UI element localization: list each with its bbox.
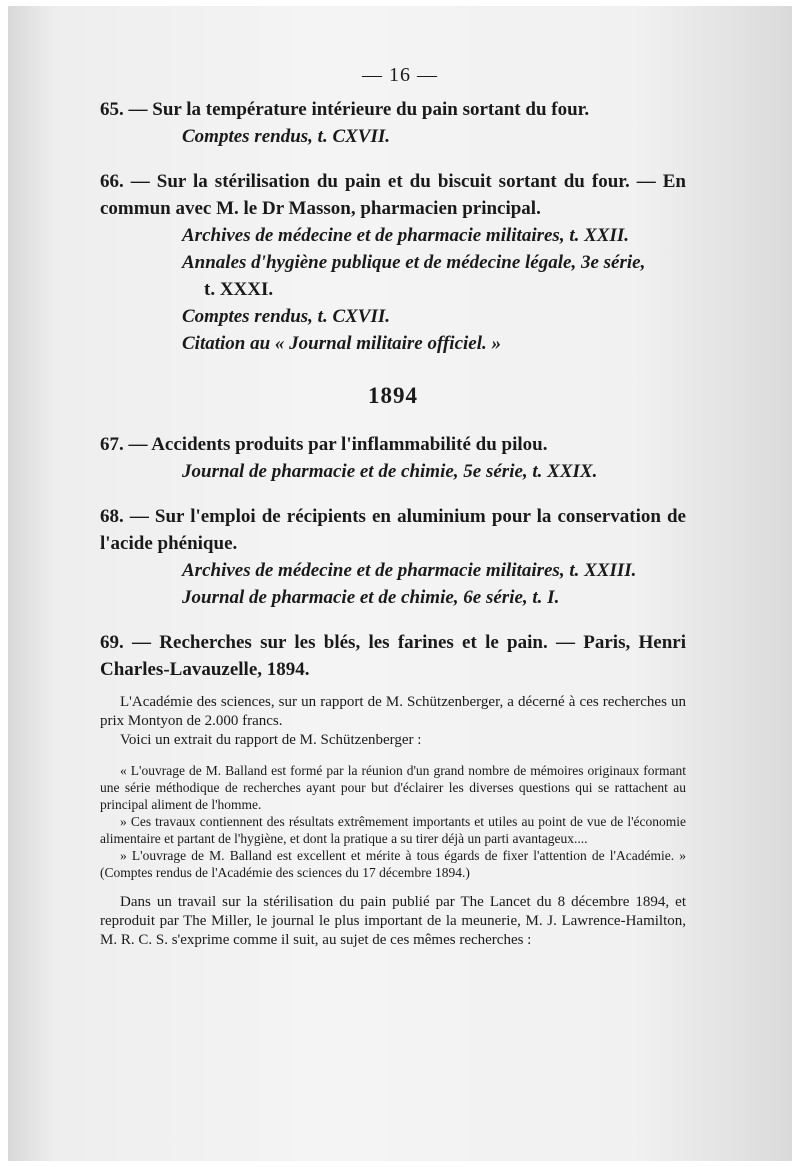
- entry-reference: Annales d'hygiène publique et de médecine légale, 3e série,: [182, 252, 646, 273]
- entry-title: — Sur la stérilisation du pain et du biscuit sortant du four. — En commun avec M. le Dr Masson, pharmacien principal.: [100, 171, 686, 219]
- quote-paragraph: » Ces travaux contiennent des résultats extrêmement importants et utiles au point de vue de l'économie alimentaire et partant de l'hygiène, et dont la pratique a su tirer déjà un parti avantageux....: [100, 814, 686, 846]
- entry-reference: Journal de pharmacie et de chimie, 5e série, t. XXIX.: [182, 461, 598, 482]
- entry-number: 66.: [100, 171, 124, 192]
- entry-reference: Archives de médecine et de pharmacie militaires, t. XXII.: [182, 225, 629, 246]
- year-heading: 1894: [368, 383, 418, 408]
- entry-number: 68.: [100, 506, 124, 527]
- quote-paragraph: » L'ouvrage de M. Balland est excellent et mérite à tous égards de fixer l'attention de l'Académie. » (Comptes rendus de l'Académie des sciences du 17 décembre 1894.): [100, 848, 686, 880]
- scanned-page: [8, 6, 792, 1161]
- entry-title: — Sur la température intérieure du pain sortant du four.: [123, 99, 590, 120]
- entry-69: [100, 629, 686, 683]
- entry-reference: t. XXXI.: [204, 279, 274, 300]
- page-number: — 16 —: [362, 64, 438, 86]
- entry-title: — Accidents produits par l'inflammabilité du pilou.: [123, 434, 548, 455]
- entry-reference: Comptes rendus, t. CXVII.: [182, 306, 390, 327]
- page-content: [100, 96, 686, 950]
- entry-reference: Citation au « Journal militaire officiel. »: [182, 333, 501, 354]
- entry-68: [100, 503, 686, 557]
- entry-title: — Recherches sur les blés, les farines et le pain. — Paris, Henri Charles-Lavauzelle, 1894.: [100, 632, 686, 680]
- note-paragraph: Voici un extrait du rapport de M. Schützenberger :: [120, 732, 422, 748]
- entry-number: 69.: [100, 632, 124, 653]
- entry-67: [100, 431, 686, 458]
- note-paragraph: Dans un travail sur la stérilisation du pain publié par The Lancet du 8 décembre 1894, et reproduit par The Miller, le journal le plus important de la meunerie, M. J. Lawrence-Hamilton, M. R. C. S. s'exprime comme il suit, au sujet de ces mêmes recherches :: [100, 894, 686, 948]
- note-block: [100, 693, 686, 750]
- entry-reference: Journal de pharmacie et de chimie, 6e série, t. I.: [182, 587, 560, 608]
- entry-reference: Comptes rendus, t. CXVII.: [182, 126, 390, 147]
- quote-paragraph: « L'ouvrage de M. Balland est formé par la réunion d'un grand nombre de mémoires originaux formant une série méthodique de recherches ayant pour but d'éclairer les diverses questions qui se rattachent au principal aliment de l'homme.: [100, 763, 686, 812]
- entry-reference: Archives de médecine et de pharmacie militaires, t. XXIII.: [182, 560, 637, 581]
- note-paragraph: L'Académie des sciences, sur un rapport de M. Schützenberger, a décerné à ces recherches un prix Montyon de 2.000 francs.: [100, 694, 686, 729]
- note-block: [100, 893, 686, 950]
- entry-number: 65.: [100, 99, 124, 120]
- quote-block: [100, 762, 686, 881]
- entry-title: — Sur l'emploi de récipients en aluminium pour la conservation de l'acide phénique.: [100, 506, 686, 554]
- entry-number: 67.: [100, 434, 124, 455]
- entry-65: [100, 96, 686, 123]
- entry-66: [100, 168, 686, 222]
